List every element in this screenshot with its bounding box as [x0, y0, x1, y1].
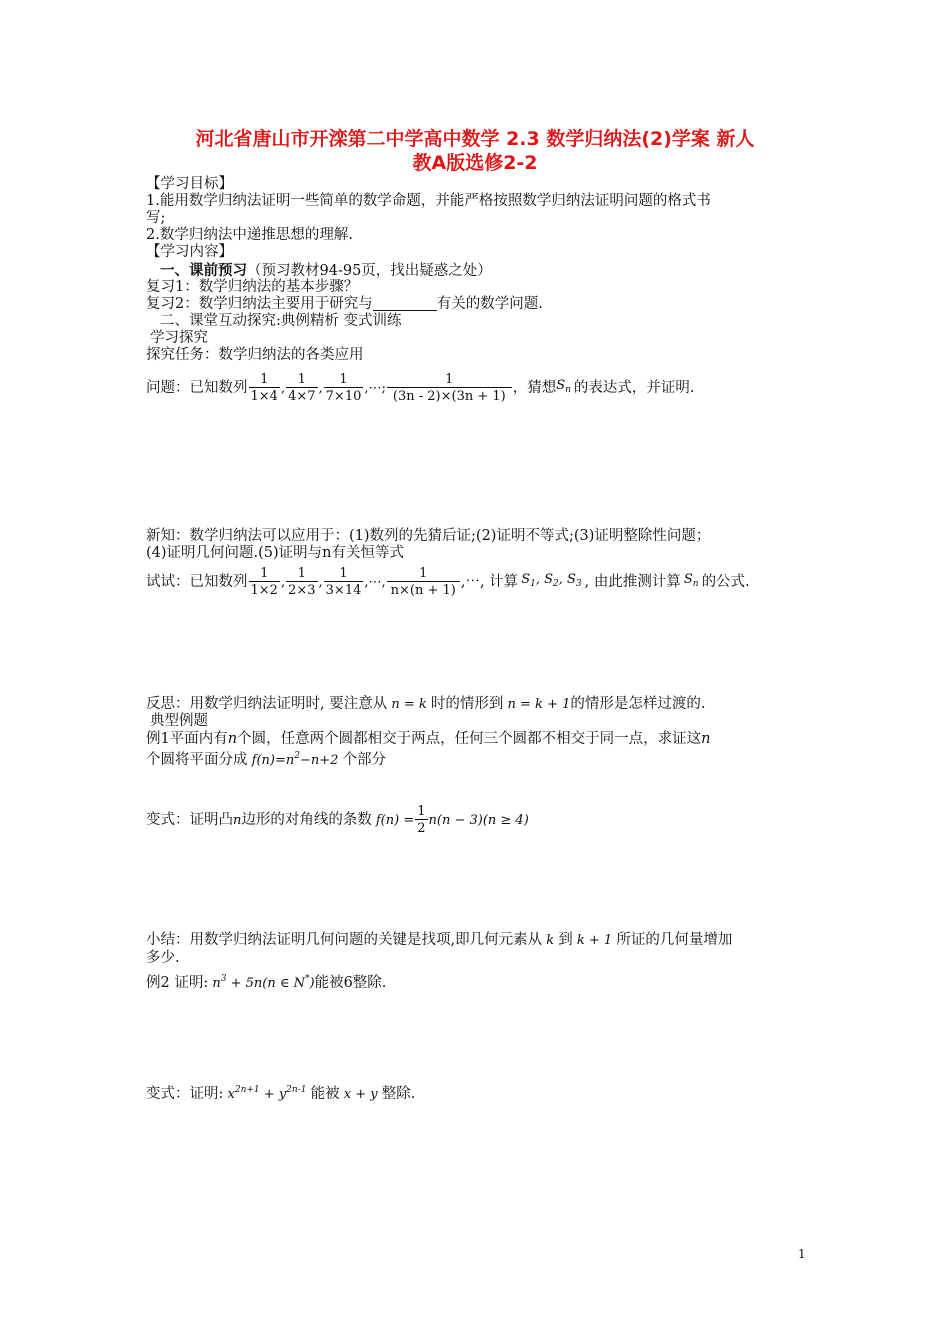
summary-text-a: 小结：用数学归纳法证明几何问题的关键是找项,即几何元素从 [146, 932, 543, 948]
example-2-text-a: 例2 证明: [146, 975, 209, 991]
try-mid: ,⋯, 计算 [460, 573, 519, 590]
new-knowledge-line-2: (4)证明几何问题.(5)证明与n有关恒等式 [146, 545, 405, 561]
summary-line-1 [146, 932, 732, 949]
example-1-formula: $f(n)=n^2-n+2$ [247, 751, 343, 768]
example-1-n-2: n [701, 731, 711, 747]
example-2 [146, 971, 386, 992]
reflection-text-b: 时的情形到 [430, 696, 504, 712]
example-1-line-2 [146, 748, 386, 769]
summary-line-2: 多少. [146, 950, 180, 966]
problem-suffix-b: 的表达式，并证明. [573, 379, 695, 396]
variation-2-text-a: 变式：证明: [146, 1086, 224, 1102]
try-sn: $S_n$ [683, 572, 699, 589]
answer-blank [373, 297, 437, 311]
goal-1-line-1: 1.能用数学归纳法证明一些简单的数学命题，并能严格按照数学归纳法证明问题的格式书 [146, 193, 711, 209]
variation-1 [146, 804, 529, 836]
title-line-2: 教A版选修2-2 [412, 152, 538, 174]
example-1-text-a: 例1平面内有 [146, 731, 228, 747]
preview-note: （预习教材94-95页，找出疑惑之处） [247, 263, 492, 279]
summary-text-b: 到 [558, 932, 573, 948]
try-term-2: $\frac{1}{2\times 3}$ [288, 566, 316, 598]
example-1-n: n [227, 731, 238, 747]
try-suffix: , 由此推测计算 [584, 573, 681, 590]
page-number: 1 [798, 1247, 806, 1261]
variation-2 [146, 1082, 415, 1103]
review-2-text-b: 有关的数学问题. [436, 296, 543, 312]
example-1-text-d: 个部分 [342, 752, 387, 768]
preview-line [160, 262, 492, 280]
reflection [146, 696, 705, 713]
variation-1-text-a: 变式：证明凸 [146, 811, 233, 828]
title-line-1: 河北省唐山市开滦第二中学高中数学 2.3 数学归纳法(2)学案 新人 [195, 128, 755, 150]
problem-term-2: $\frac{1}{4\times 7}$ [288, 372, 316, 404]
variation-2-text-c: 整除. [381, 1086, 416, 1102]
try-prefix: 试试：已知数列 [146, 573, 248, 590]
summary-k: k [542, 933, 559, 948]
problem-prefix: 问题：已知数列 [146, 379, 248, 396]
example-1-text-c: 个圆将平面分成 [146, 752, 248, 768]
problem-line: 问题：已知数列 $\frac{1}{1\times 4}$ , $\frac{1}{4\times 7}$ , $\frac{1}{7\times 10}$ ,⋯; $\frac{1}{(3n - 2)\times(3n + 1)}$ ，猜想 $S_n$ 的表达式，并证明. [146, 372, 695, 404]
reflection-n-eq-k1: n = k + 1 [503, 697, 571, 712]
reflection-text-a: 反思：用数学归纳法证明时, 要注意从 [146, 696, 388, 712]
summary-text-c: 所证的几何量增加 [616, 932, 733, 948]
variation-2-formula: $x^{2n+1} + y^{2n-1}$ [223, 1085, 307, 1102]
try-line: 试试：已知数列 $\frac{1}{1\times 2}$ , $\frac{1}{2\times 3}$ , $\frac{1}{3\times 14}$ ,⋯, $\frac{1}{n\times(n + 1)}$ ,⋯, 计算 $S_1$, $S_2$, $S_3$ , 由此推测计算 $S_n$ 的公式. [146, 566, 750, 598]
summary-k1: k + 1 [572, 933, 617, 948]
reflection-n-eq-k: n = k [387, 697, 431, 712]
review-2 [146, 296, 543, 313]
problem-general-term: $\frac{1}{(3n - 2)\times(3n + 1)}$ [387, 372, 512, 404]
problem-suffix-a: ，猜想 [512, 379, 557, 396]
try-end: 的公式. [701, 573, 750, 590]
review-2-text-a: 复习2：数学归纳法主要用于研究与 [146, 296, 373, 312]
new-knowledge-line-1: 新知：数学归纳法可以应用于：(1)数列的先猜后证;(2)证明不等式;(3)证明整除性问题； [146, 528, 711, 544]
variation-1-text-b: 边形的对角线的条数 [241, 811, 372, 828]
preview-title: 一、课前预习 [160, 262, 247, 279]
variation-2-divisor: x + y [339, 1087, 382, 1102]
problem-sn: $S_n$ [556, 378, 571, 395]
goals-header: 【学习目标】 [146, 176, 233, 192]
try-s1-s2-s3: $S_1$, $S_2$, $S_3$ [521, 572, 582, 589]
try-term-3: $\frac{1}{3\times 14}$ [325, 566, 362, 598]
explore-task: 探究任务：数学归纳法的各类应用 [146, 347, 364, 363]
reflection-text-c: 的情形是怎样过渡的. [570, 696, 706, 712]
problem-term-1: $\frac{1}{1\times 4}$ [250, 372, 278, 404]
variation-2-text-b: 能被 [310, 1086, 340, 1102]
try-term-1: $\frac{1}{1\times 2}$ [250, 566, 278, 598]
section-2-title: 二、课堂互动探究:典例精析 变式训练 [160, 313, 402, 329]
content-header: 【学习内容】 [146, 244, 233, 260]
variation-1-formula: f(n) = $\frac{1}{2}$ n(n − 3)(n ≥ 4) [375, 804, 529, 836]
example-1-text-b: 个圆，任意两个圆都相交于两点，任何三个圆都不相交于同一点，求证这 [237, 731, 702, 747]
try-general-term: $\frac{1}{n\times(n + 1)}$ [387, 566, 460, 598]
typical-examples-title: 典型例题 [150, 713, 208, 729]
goal-2: 2.数学归纳法中递推思想的理解. [146, 227, 353, 243]
explore-title: 学习探究 [150, 330, 208, 346]
example-2-text-b: 能被6整除. [314, 975, 387, 991]
review-1: 复习1：数学归纳法的基本步骤？ [146, 279, 359, 295]
goal-1-line-2: 写; [146, 210, 166, 226]
variation-1-n: n [233, 812, 242, 828]
example-2-formula: $n^3 + 5n(n$ ∈ N*) [208, 974, 315, 991]
example-1-line-1 [146, 731, 710, 748]
problem-term-3: $\frac{1}{7\times 10}$ [325, 372, 362, 404]
